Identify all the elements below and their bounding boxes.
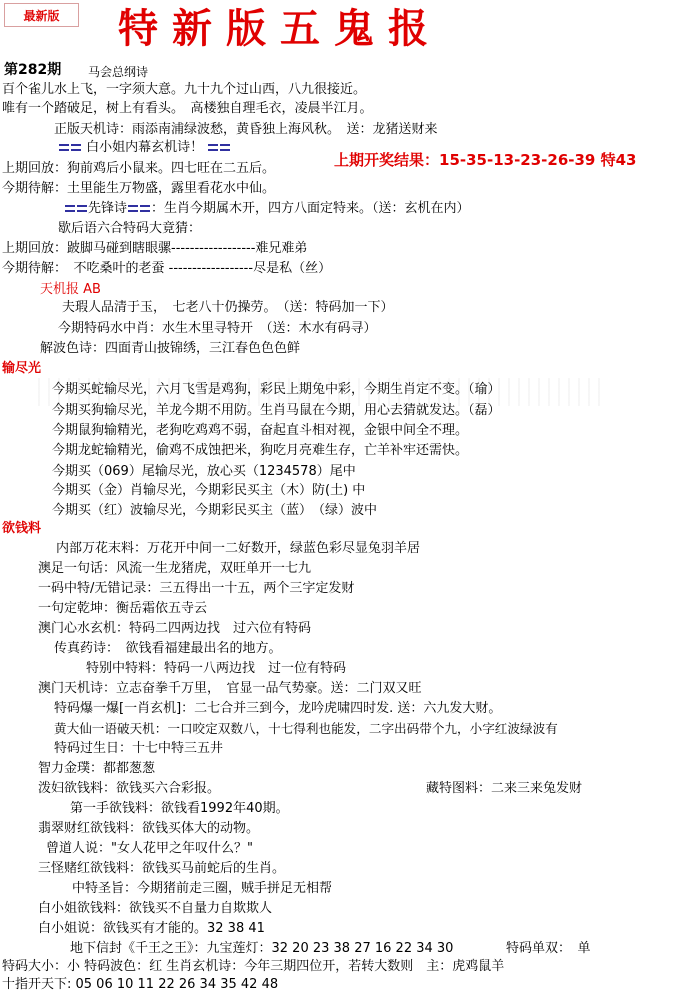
yq-line-6: 传真药诗： 欲钱看福建最出名的地方。 [54, 641, 282, 656]
yq-line-3: 一码中特/无错记录：三五得出一十五，两个三字定发财 [38, 581, 355, 596]
yuqian-heading: 欲钱料 [2, 521, 42, 536]
s1-line-2: 今期待解：土里能生万物盛，露里看花水中仙。 [2, 181, 276, 196]
s1-line-7: 今期待解： 不吃桑叶的老蚕 ------------------尽是私（丝） [2, 261, 332, 276]
yq-line-2: 澳足一句话：风流一生龙猪虎，双旺单开一七九 [38, 561, 312, 576]
xianfeng-text: ：生肖今期属木开，四方八面定特来。（送：玄机在内） [151, 201, 470, 216]
double-bar-icon [59, 144, 69, 151]
tianji-line-1: 夫瑕人品清于玉， 七老八十仍操劳。 （送：特码加一下） [62, 300, 394, 315]
yq-line-4: 一句定乾坤：衡岳霜依五寺云 [38, 601, 208, 616]
double-bar-icon [128, 205, 138, 212]
yq-line-7: 特别中特料：特码一八两边找 过一位有特码 [86, 661, 347, 676]
yq-line-20: 白小姐欲钱料：欲钱买不自量力自欺欺人 [38, 901, 273, 916]
s1-line-6: 上期回放：跛脚马碰到瞎眼骡------------------难兄难弟 [2, 241, 308, 256]
yq-line-22: 地下信封《千王之王》：九宝莲灯：32 20 23 38 27 16 22 34 30 [70, 941, 454, 956]
issue-subtitle: 马会总纲诗 [88, 65, 149, 79]
yq-line-1: 内部万花末料：万花开中间一二好数开，绿蓝色彩尽显兔羽羊居 [56, 541, 421, 556]
last-result: 上期开奖结果：15-35-13-23-26-39 特43 [334, 151, 637, 169]
shuqin-line-4: 今期龙蛇输精光，偷鸡不成蚀把米，狗吃月亮难生存，亡羊补牢还需快。 [52, 443, 469, 458]
intro-line-3: 正版天机诗：雨添南浦绿波愁，黄昏独上海风秋。 送：龙猪送财来 [54, 122, 438, 137]
shuqin-heading: 输尽光 [2, 361, 42, 376]
tianji-line-2: 今期特码水中肖：水生木里寻特开 （送：木水有码寻） [58, 321, 377, 336]
bai-xiaojie-heading [58, 139, 231, 156]
tianji-line-3: 解波色诗：四面青山披锦绣，三江春色色色鲜 [40, 341, 301, 356]
shuqin-line-6: 今期买（金）肖输尽光，今期彩民买主（木）防(土) 中 [52, 483, 366, 498]
yq-line-19: 中特圣旨：今期猪前走三圈，贼手拼足无相帮 [72, 881, 333, 896]
intro-line-1: 百个雀儿水上飞，一字须大意。九十九个过山西，八九很接近。 [2, 82, 367, 97]
page-title: 特新版五鬼报 [118, 5, 442, 52]
tianji-heading: 天机报 AB [40, 282, 101, 297]
yq-line-12: 智力金璞：都都葱葱 [38, 761, 156, 776]
yq-line-17: 曾道人说："女人花甲之年叹什么？" [46, 841, 253, 856]
yq-line-15: 第一手欲钱料：欲钱看1992年40期。 [70, 801, 289, 816]
double-bar-icon [140, 205, 150, 212]
yq-line-8: 澳门天机诗：立志奋拳千万里， 官显一品气势豪。送：二门双又旺 [38, 681, 422, 696]
yq-line-5: 澳门心水玄机：特码二四两边找 过六位有特码 [38, 621, 312, 636]
s1-line-5: 歇后语六合特码大竟猜： [58, 221, 202, 236]
yq-line-14: 藏特图料：二来三来兔发财 [426, 781, 583, 796]
shuqin-line-5: 今期买（069）尾输尽光，放心买（1234578）尾中 [52, 464, 356, 479]
bai-xiaojie-label: 白小姐内幕玄机诗！ [86, 140, 204, 155]
issue-number: 第282期 [4, 62, 62, 78]
s1-line-1: 上期回放：狗前鸡后小鼠来。四七旺在二五后。 [2, 161, 276, 176]
xianfeng-poem [64, 200, 470, 217]
yq-line-23: 特码单双： 单 [506, 941, 591, 956]
yq-line-11: 特码过生日：十七中特三五井 [54, 741, 224, 756]
yq-line-9: 特码爆一爆[一肖玄机]：二七合并三到今，龙吟虎啸四时发. 送：六九发大财。 [54, 701, 502, 716]
double-bar-icon [65, 205, 75, 212]
yq-line-24: 特码大小：小 特码波色：红 生肖玄机诗：今年三期四位开，若转大数则 主：虎鸡鼠羊 [2, 959, 505, 974]
double-bar-icon [77, 205, 87, 212]
yq-line-13: 泼妇欲钱料：欲钱买六合彩报。 [38, 781, 221, 796]
double-bar-icon [220, 144, 230, 151]
yq-line-16: 翡翠财红欲钱料：欲钱买体大的动物。 [38, 821, 260, 836]
xianfeng-label: 先锋诗 [88, 201, 128, 216]
intro-line-2: 唯有一个踏破足，树上有看头。 高楼独自理毛衣，凌晨半江月。 [2, 101, 373, 116]
yq-line-21: 白小姐说：欲钱买有才能的。32 38 41 [38, 921, 265, 936]
shuqin-line-2: 今期买狗输尽光，羊龙今期不用防。生肖马鼠在今期，用心去猜就发达。（磊） [52, 403, 501, 418]
double-bar-icon [208, 144, 218, 151]
yq-line-18: 三怪赌红欲钱料：欲钱买马前蛇后的生肖。 [38, 861, 286, 876]
latest-edition-badge: 最新版 [4, 3, 79, 27]
yq-line-10: 黄大仙一语破天机：一口咬定双数八，十七得利也能发，二字出码带个九，小字红波绿波有 [54, 721, 558, 736]
shuqin-line-7: 今期买（红）波输尽光，今期彩民买主（蓝） （绿）波中 [52, 503, 378, 518]
yq-line-25: 十指开天下: 05 06 10 11 22 26 34 35 42 48 [2, 977, 279, 992]
double-bar-icon [71, 144, 81, 151]
shuqin-line-1: 今期买蛇输尽光，六月飞雪是鸡狗，彩民上期兔中彩，今期生肖定不变。（瑜） [52, 382, 501, 397]
shuqin-line-3: 今期鼠狗输精光，老狗吃鸡鸡不弱，奋起直斗相对视，金银中间全不理。 [52, 423, 469, 438]
